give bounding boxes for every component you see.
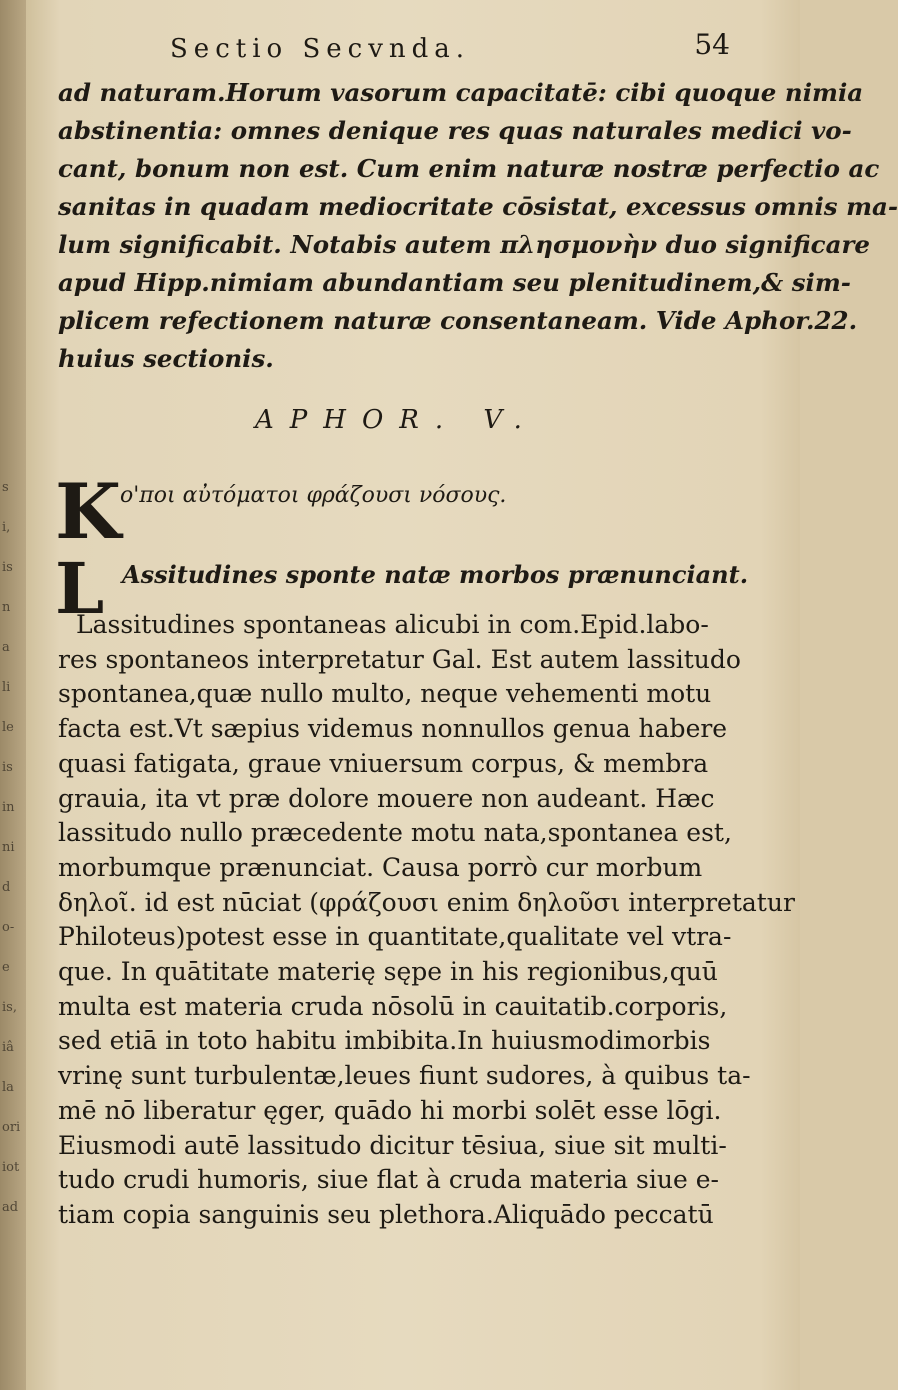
commentary-line: Lassitudines spontaneas alicubi in com.Epid.labo- [76, 610, 709, 639]
gutter-fragment: iâ [2, 1040, 14, 1055]
commentary-line: tudo crudi humoris, siue flat à cruda materia siue e- [58, 1165, 719, 1195]
gutter-fragment: la [2, 1080, 14, 1095]
commentary-line: δηλοῖ. id est nūciat (φράζουσι enim δηλοῦσι interpretatur [58, 887, 795, 917]
intro-line: ad naturam.Horum vasorum capacitatē: cibi quoque nimia [58, 78, 864, 107]
gutter-fragment: s [2, 480, 9, 495]
intro-line: huius sectionis. [58, 344, 274, 373]
gutter-fragment: li [2, 680, 11, 695]
latin-aphorism-text: Assitudines sponte natæ morbos prænunciant. [122, 560, 749, 589]
intro-line: abstinentia: omnes denique res quas naturales medici vo- [58, 116, 852, 145]
commentary-line: Eiusmodi autē lassitudo dicitur tēsiua, siue sit multi- [58, 1130, 727, 1160]
gutter-fragment: o- [2, 920, 15, 935]
gutter-fragment: iot [2, 1160, 20, 1175]
gutter-fragment: is [2, 760, 13, 775]
gutter-fragment: ni [2, 840, 15, 855]
section-title: Sectio Secvnda. [170, 34, 471, 64]
commentary-line: mē nō liberatur ęger, quādo hi morbi solēt esse lōgi. [58, 1095, 722, 1125]
gutter-fragment: d [2, 880, 11, 895]
commentary-paragraph [58, 608, 795, 1233]
commentary-line: Philoteus)potest esse in quantitate,qualitate vel vtra- [58, 922, 732, 952]
gutter-fragment: a [2, 640, 10, 655]
gutter-fragment: is, [2, 1000, 17, 1015]
intro-paragraph [58, 74, 898, 378]
commentary-line: morbumque prænunciat. Causa porrò cur morbum [58, 852, 703, 882]
running-header [170, 28, 730, 68]
commentary-line: spontanea,quæ nullo multo, neque vehementi motu [58, 679, 712, 709]
gutter-fragment: n [2, 600, 11, 615]
commentary-line: res spontaneos interpretatur Gal. Est autem lassitudo [58, 644, 741, 674]
commentary-line: lassitudo nullo præcedente motu nata,spontanea est, [58, 818, 732, 848]
commentary-line: quasi fatigata, graue vniuersum corpus, & membra [58, 748, 709, 778]
greek-aphorism-text: ο'ποι αὐτόματοι φράζουσι νόσους. [120, 483, 507, 508]
greek-dropcap: K [55, 467, 122, 556]
intro-line: plicem refectionem naturæ consentaneam. Vide Aphor.22. [58, 306, 858, 335]
intro-line: sanitas in quadam mediocritate cōsistat, excessus omnis ma- [58, 192, 898, 221]
page-number: 54 [694, 28, 730, 61]
gutter-fragment: is [2, 560, 13, 575]
commentary-line: multa est materia cruda nōsolū in cauitatib.corporis, [58, 991, 728, 1021]
commentary-line: tiam copia sanguinis seu plethora.Aliquādo peccatū [58, 1199, 714, 1229]
gutter-fragment: i, [2, 520, 11, 535]
gutter-fragment: ori [2, 1120, 21, 1135]
intro-line: lum significabit. Notabis autem πλησμονὴν duo significare [58, 230, 870, 259]
gutter-fragment: le [2, 720, 14, 735]
intro-line: apud Hipp.nimiam abundantiam seu plenitudinem,& sim- [58, 268, 851, 297]
commentary-line: facta est.Vt sæpius videmus nonnullos genua habere [58, 714, 728, 744]
gutter-fragment: ad [2, 1200, 19, 1215]
commentary-line: vrinę sunt turbulentæ,leues fiunt sudores, à quibus ta- [58, 1061, 751, 1091]
gutter-fragment: in [2, 800, 15, 815]
latin-dropcap: L [55, 547, 105, 630]
intro-line: cant, bonum non est. Cum enim naturæ nostræ perfectio ac [58, 154, 880, 183]
aphorism-heading: APHOR. V. [255, 405, 538, 435]
commentary-line: que. In quātitate materię sępe in his regionibus,quū [58, 957, 718, 987]
adjacent-page-gutter [0, 0, 26, 1390]
commentary-line: grauia, ita vt præ dolore mouere non audeant. Hæc [58, 783, 715, 813]
gutter-fragment: e [2, 960, 10, 975]
commentary-line: sed etiā in toto habitu imbibita.In huiusmodimorbis [58, 1026, 711, 1056]
